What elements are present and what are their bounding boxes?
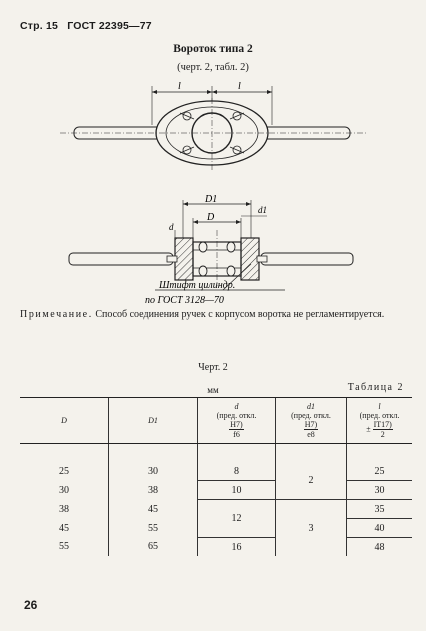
units-label: мм — [207, 385, 219, 395]
section-right-handle — [261, 253, 353, 265]
note — [20, 308, 410, 322]
dim-label-l-right: l — [238, 81, 241, 92]
page-subtitle: (черт. 2, табл. 2) — [177, 62, 249, 73]
page-label: Стр. 15 — [20, 20, 59, 32]
dim-label-d1: d1 — [258, 205, 267, 215]
d1-merged-b: 3 — [276, 500, 347, 557]
standard-number: ГОСТ 22395—77 — [67, 20, 152, 32]
page-title: Вороток типа 2 — [173, 43, 253, 55]
table-row: 45 55 40 — [20, 519, 412, 538]
note-text: Способ соединения ручек с корпусом воротка не регламентируется. — [92, 309, 385, 320]
col-header-D1: D1 — [109, 398, 198, 444]
dim-label-D: D — [207, 212, 215, 223]
col-header-D: D — [20, 398, 109, 444]
table-row: 38 45 12 3 35 — [20, 500, 412, 519]
figure-caption: Черт. 2 — [198, 362, 228, 373]
pin-callout-line1: Штифт цилиндр. — [159, 280, 236, 291]
section-left-handle — [69, 253, 173, 265]
table-title: Таблица 2 — [347, 382, 404, 393]
dim-label-D1: D1 — [205, 194, 218, 205]
col-header-d1: d1 (пред. откл. $\frac{H7)}{e8}$ — [276, 398, 347, 444]
dimensions-table — [20, 397, 412, 556]
d-merged-12: 12 — [198, 500, 276, 538]
d1-merged-a: 2 — [276, 462, 347, 500]
table-row: 30 38 10 30 — [20, 481, 412, 500]
note-label: Примечание. — [20, 309, 93, 320]
col-header-d: d (пред. откл. $\frac{H7)}{f6}$ — [198, 398, 276, 444]
page-number: 26 — [24, 598, 38, 612]
dim-label-d: d — [169, 222, 174, 232]
table-row: 25 30 8 2 25 — [20, 462, 412, 481]
top-view-drawing — [60, 80, 370, 180]
pin-callout-line2: по ГОСТ 3128—70 — [145, 295, 224, 306]
section-view-drawing — [55, 190, 375, 308]
dim-label-l-left: l — [178, 81, 181, 92]
table-row: 55 65 16 48 — [20, 538, 412, 557]
page-header — [20, 20, 158, 32]
col-header-l: l (пред. откл. ± $\frac{IT17)}{2}$ — [347, 398, 413, 444]
